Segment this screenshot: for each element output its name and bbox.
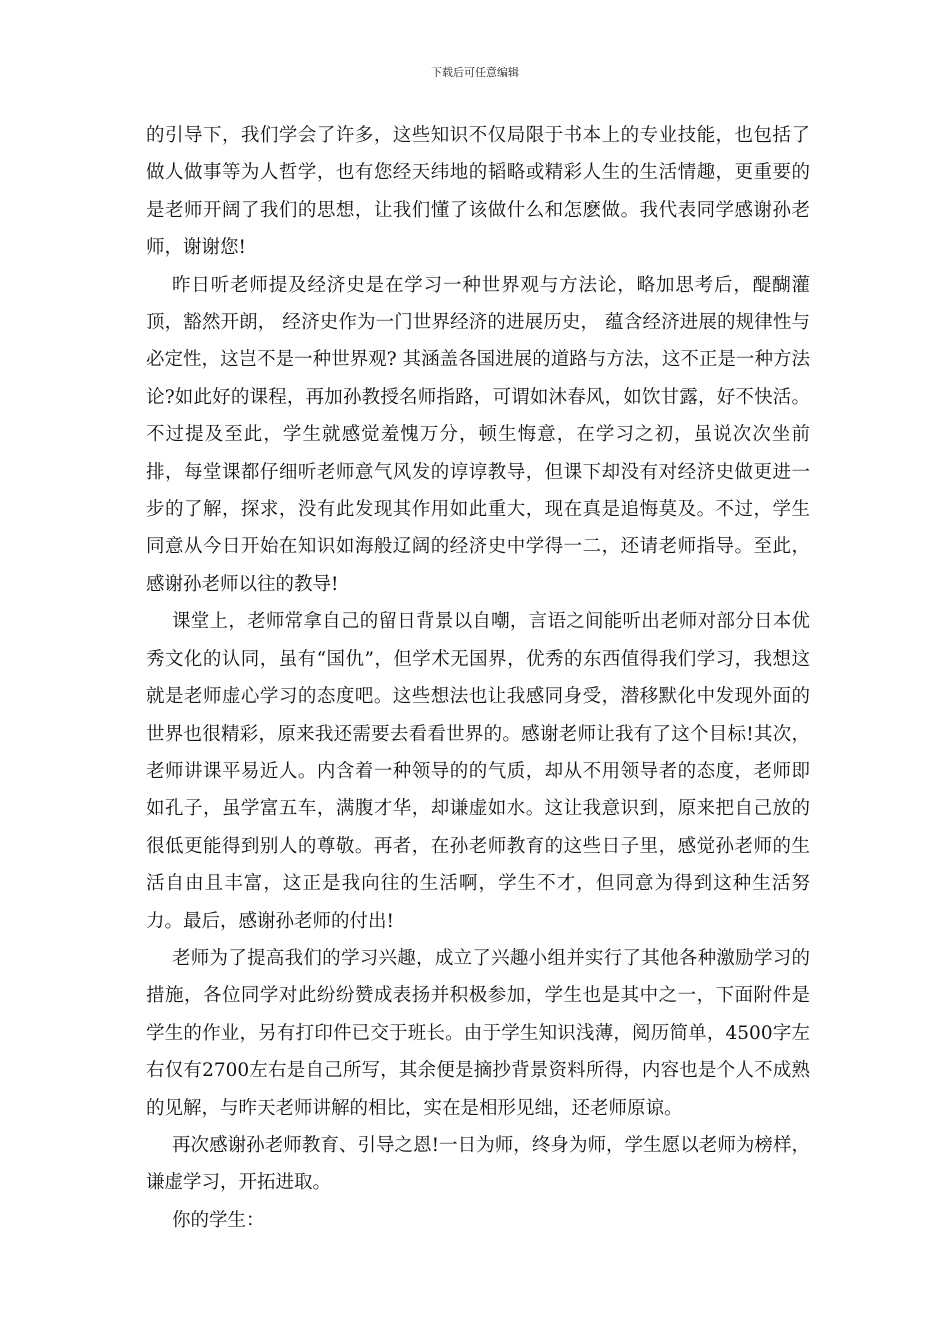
paragraph-1: 的引导下，我们学会了许多，这些知识不仅局限于书本上的专业技能，也包括了做人做事等为人哲学，也有您经天纬地的韬略或精彩人生的生活情趣，更重要的是老师开阔了我们的思想，让我们懂了该做什么和怎麽做。我代表同学感谢孙老师，谢谢您! <box>146 125 810 259</box>
paragraph-2: 昨日听老师提及经济史是在学习一种世界观与方法论，略加思考后，醍醐灌顶，豁然开朗， 经济史作为一门世界经济的进展历史， 蕴含经济进展的规律性与必定性，这岂不是一种世界观? 其涵盖各国进展的道路与方法，这不正是一种方法论?如此好的课程，再加孙教授名师指路，可谓如沐春风，如饮甘露，好不快活。不过提及至此，学生就感觉羞愧万分，顿生悔意，在学习之初，虽说次次坐前排，每堂课都仔细听老师意气风发的谆谆教导，但课下却没有对经济史做更进一步的了解，探求，没有此发现其作用如此重大，现在真是追悔莫及。不过，学生同意从今日开始在知识如海般辽阔的经济史中学得一二，还请老师指导。至此，感谢孙老师以往的教导! <box>146 274 810 595</box>
page-header: 下载后可任意编辑 <box>431 66 519 79</box>
paragraph-5: 再次感谢孙老师教育、引导之恩!一日为师，终身为师，学生愿以老师为榜样，谦虚学习，开拓进取。 <box>146 1134 810 1194</box>
letter-body <box>146 117 810 1239</box>
paragraph-4: 老师为了提高我们的学习兴趣，成立了兴趣小组并实行了其他各种激励学习的措施，各位同学对此纷纷赞成表扬并积极参加，学生也是其中之一，下面附件是学生的作业，另有打印件已交于班长。由于学生知识浅薄，阅历简单，4500字左右仅有2700左右是自己所写，其余便是摘抄背景资料所得，内容也是个人不成熟的见解，与昨天老师讲解的相比，实在是相形见绌，还老师原谅。 <box>146 947 810 1119</box>
paragraph-3: 课堂上，老师常拿自己的留日背景以自嘲，言语之间能听出老师对部分日本优秀文化的认同，虽有“国仇”，但学术无国界，优秀的东西值得我们学习，我想这就是老师虚心学习的态度吧。这些想法也让我感同身受，潜移默化中发现外面的世界也很精彩，原来我还需要去看看世界的。感谢老师让我有了这个目标!其次，老师讲课平易近人。内含着一种领导的的气质，却从不用领导者的态度，老师即如孔子，虽学富五车，满腹才华，却谦虚如水。这让我意识到，原来把自己放的很低更能得到别人的尊敬。再者，在孙老师教育的这些日子里，感觉孙老师的生活自由且丰富，这正是我向往的生活啊，学生不才，但同意为得到这种生活努力。最后，感谢孙老师的付出! <box>146 611 810 932</box>
signature-line: 你的学生： <box>172 1209 265 1231</box>
